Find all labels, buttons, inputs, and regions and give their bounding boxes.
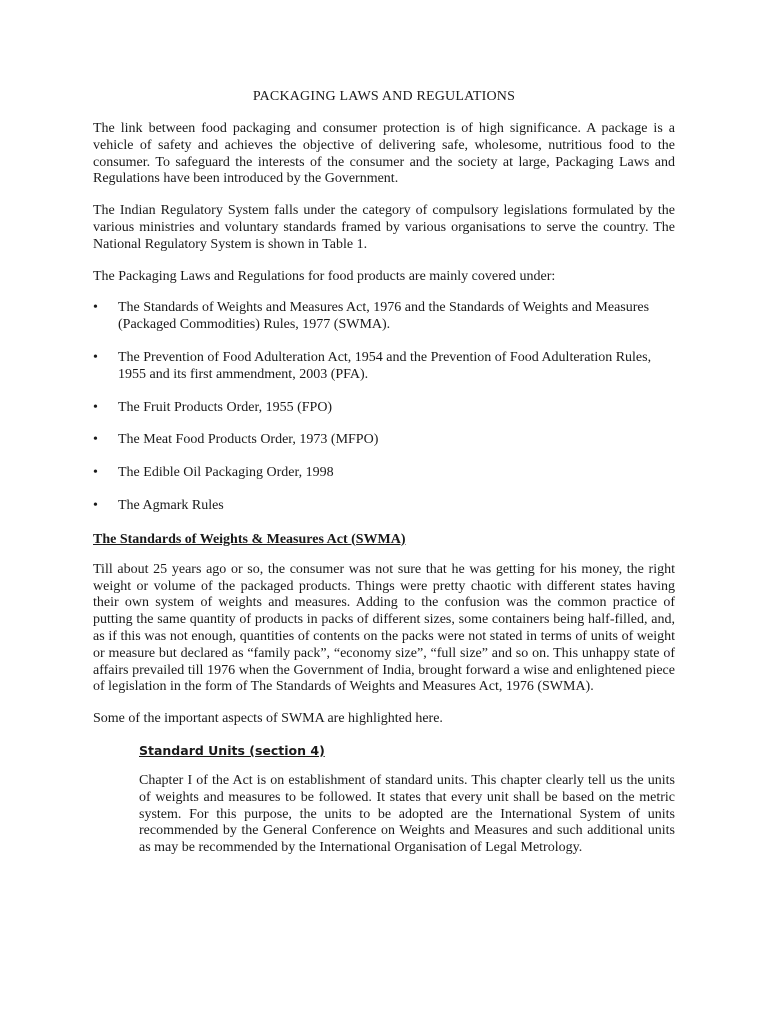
bullet-icon: • [93,497,98,513]
list-item-text: The Meat Food Products Order, 1973 (MFPO) [118,432,379,448]
bullet-icon: • [93,399,98,415]
bullet-icon: • [93,349,98,365]
list-item-text: The Standards of Weights and Measures Act, 1976 and the Standards of Weights and Measures (Packaged Commodities) Rules, 1977 (SWMA). [118,300,650,333]
list-item [93,350,675,384]
list-item-text: The Agmark Rules [118,497,224,513]
list-item [93,300,675,334]
swma-paragraph-1: Till about 25 years ago or so, the consumer was not sure that he was getting for his money, the right weight or volume of the packaged products. Things were pretty chaotic with different states having their own system of weights and measures. Adding to the confusion was the common practice of putting the same quantity of products in packs of different sizes, some containers being half-filled, and, as if this was not enough, quantities of contents on the packs were not stated in terms of units of weight or measure but declared as “family pack”, “economy size”, “full size” and so on. This unhappy state of affairs prevailed till 1976 when the Government of India, brought forward a wise and enlightened piece of legislation in the form of The Standards of Weights and Measures Act, 1976 (SWMA). [93,561,675,695]
standard-units-heading: Standard Units (section 4) [139,742,325,758]
bullet-icon: • [93,465,98,481]
intro-paragraph-2: The Indian Regulatory System falls under the category of compulsory legislations formulated by the various ministries and voluntary standards framed by various organisations to serve the country. The National Regulatory System is shown in Table 1. [93,203,675,252]
list-item [93,400,675,417]
bullet-icon: • [93,300,98,316]
standard-units-section [139,743,675,857]
list-item-text: The Fruit Products Order, 1955 (FPO) [118,399,333,415]
swma-section-heading: The Standards of Weights & Measures Act (SWMA) [93,531,406,547]
list-item [93,498,675,515]
bullet-icon: • [93,432,98,448]
standard-units-paragraph: Chapter I of the Act is on establishment of standard units. This chapter clearly tell us the units of weights and measures to be followed. It states that every unit shall be based on the metric system. For this purpose, the units to be adopted are the International System of units recommended by the General Conference on Weights and Measures and such additional units as may be recommended by the International Organisation of Legal Metrology. [139,772,675,856]
list-item-text: The Edible Oil Packaging Order, 1998 [118,465,334,481]
list-item [93,432,675,449]
document-page [93,88,675,872]
list-item-text: The Prevention of Food Adulteration Act, 1954 and the Prevention of Food Adulteration Rules, 1955 and its first ammendment, 2003 (PFA). [118,349,652,382]
document-title: PACKAGING LAWS AND REGULATIONS [252,89,516,104]
swma-paragraph-2: Some of the important aspects of SWMA are highlighted here. [93,711,443,727]
intro-paragraph-3: The Packaging Laws and Regulations for food products are mainly covered under: [93,268,556,284]
list-item [93,465,675,482]
intro-paragraph-1: The link between food packaging and consumer protection is of high significance. A package is a vehicle of safety and achieves the objective of delivering safe, wholesome, nutritious food to the consumer. To safeguard the interests of the consumer and the society at large, Packaging Laws and Regulations have been introduced by the Government. [93,121,675,187]
regulations-list [93,300,675,514]
